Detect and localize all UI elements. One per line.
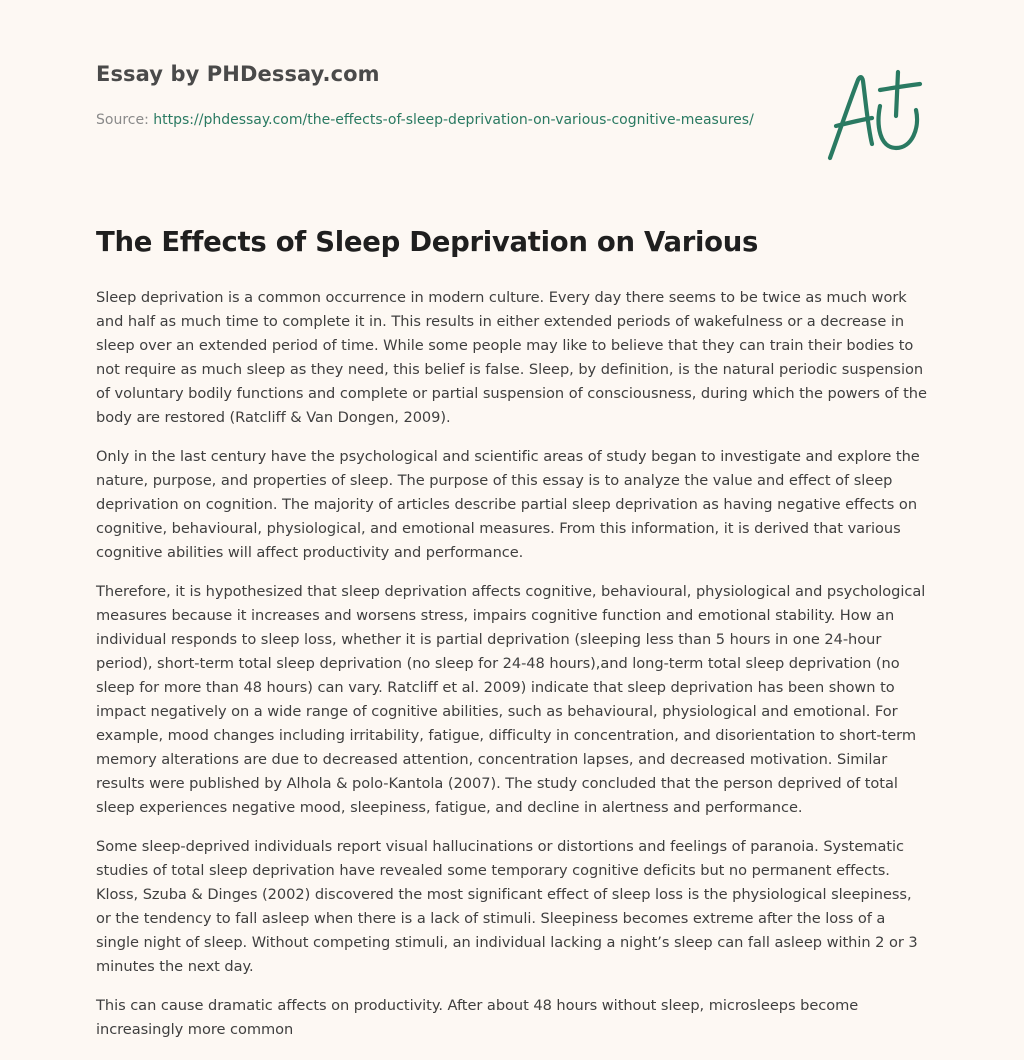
essay-header	[96, 62, 756, 131]
paragraph: Sleep deprivation is a common occurrence in modern culture. Every day there seems to be twice as much work and half as much time to complete it in. This results in either extended periods of wakefulness or a decrease in sleep over an extended period of time. While some people may like to believe that they can train their bodies to not require as much sleep as they need, this belief is false. Sleep, by definition, is the natural periodic suspension of voluntary bodily functions and complete or partial suspension of consciousness, during which the powers of the body are restored (Ratcliff & Van Dongen, 2009).	[96, 289, 927, 426]
a-plus-grade-icon	[820, 66, 930, 166]
paragraph: Therefore, it is hypothesized that sleep deprivation affects cognitive, behavioural, physiological and psychological measures because it increases and worsens stress, impairs cognitive function and emotional stability. How an individual responds to sleep loss, whether it is partial deprivation (sleeping less than 5 hours in one 24-hour period), short-term total sleep deprivation (no sleep for 24-48 hours),and long-term total sleep deprivation (no sleep for more than 48 hours) can vary. Ratcliff et al. 2009) indicate that sleep deprivation has been shown to impact negatively on a wide range of cognitive abilities, such as behavioural, physiological and emotional. For example, mood changes including irritability, fatigue, difficulty in concentration, and disorientation to short-term memory alterations are due to decreased attention, concentration lapses, and decreased motivation. Similar results were published by Alhola & polo-Kantola (2007). The study concluded that the person deprived of total sleep experiences negative mood, sleepiness, fatigue, and decline in alertness and performance.	[96, 583, 926, 816]
essay-title: The Effects of Sleep Deprivation on Various	[96, 226, 759, 258]
source-label: Source:	[96, 112, 154, 128]
site-brand: Essay by PHDessay.com	[96, 62, 380, 86]
paragraph: This can cause dramatic affects on productivity. After about 48 hours without sleep, microsleeps become increasingly more common	[96, 997, 859, 1038]
source-line	[96, 110, 756, 131]
source-link[interactable]: https://phdessay.com/the-effects-of-sleep-deprivation-on-various-cognitive-measures/	[153, 112, 754, 128]
paragraph: Some sleep-deprived individuals report visual hallucinations or distortions and feelings of paranoia. Systematic studies of total sleep deprivation have revealed some temporary cognitive deficits but no permanent effects. Kloss, Szuba & Dinges (2002) discovered the most significant effect of sleep loss is the physiological sleepiness, or the tendency to fall asleep when there is a lack of stimuli. Sleepiness becomes extreme after the loss of a single night of sleep. Without competing stimuli, an individual lacking a night’s sleep can fall asleep within 2 or 3 minutes the next day.	[96, 838, 918, 975]
essay-body	[96, 286, 928, 1057]
paragraph: Only in the last century have the psychological and scientific areas of study began to investigate and explore the nature, purpose, and properties of sleep. The purpose of this essay is to analyze the value and effect of sleep deprivation on cognition. The majority of articles describe partial sleep deprivation as having negative effects on cognitive, behavioural, physiological, and emotional measures. From this information, it is derived that various cognitive abilities will affect productivity and performance.	[96, 448, 920, 561]
